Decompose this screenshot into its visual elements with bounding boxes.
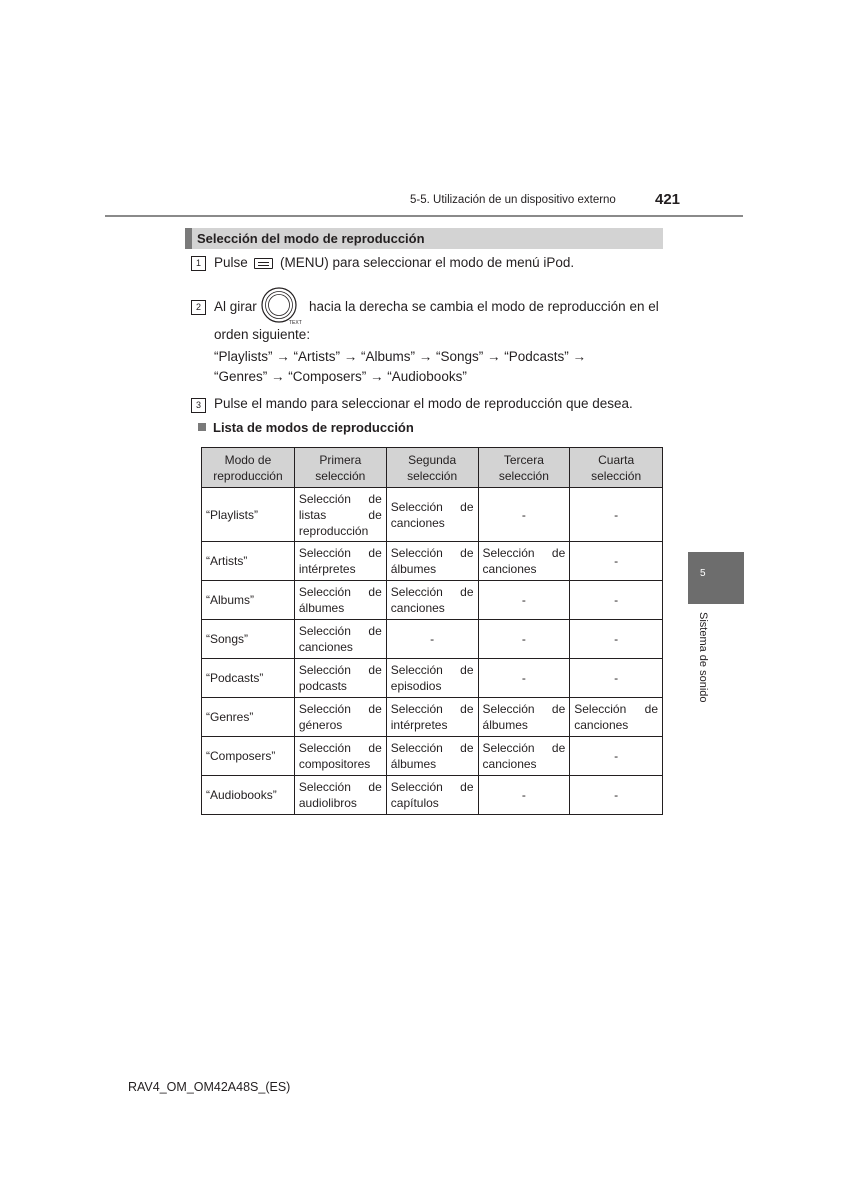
table-cell: “Songs” xyxy=(202,620,295,659)
table-cell: Selección de géneros xyxy=(294,698,386,737)
table-cell: Selección de álbumes xyxy=(294,581,386,620)
table-row xyxy=(202,542,663,581)
table-cell: Selección de canciones xyxy=(294,620,386,659)
section-title: Selección del modo de reproducción xyxy=(197,231,425,246)
header-rule xyxy=(105,215,743,217)
table-cell: “Composers” xyxy=(202,737,295,776)
table-cell: Selección de intérpretes xyxy=(386,698,478,737)
table-cell: Selección de episodios xyxy=(386,659,478,698)
table-cell: Selección de compositores xyxy=(294,737,386,776)
step-2-text-before: Al girar xyxy=(214,299,257,314)
table-cell: - xyxy=(570,581,663,620)
table-cell: - xyxy=(386,620,478,659)
table-cell: - xyxy=(478,581,570,620)
table-cell: - xyxy=(570,659,663,698)
table-cell: Selección de canciones xyxy=(570,698,663,737)
section-title-bar xyxy=(185,228,663,249)
chapter-tab-number: 5 xyxy=(700,568,706,579)
table-cell: Selección de canciones xyxy=(386,488,478,542)
chapter-tab-label: Sistema de sonido xyxy=(697,612,709,703)
table-row xyxy=(202,581,663,620)
tune-knob-icon xyxy=(259,287,303,327)
page-number: 421 xyxy=(655,191,681,208)
table-row xyxy=(202,488,663,542)
table-header-cell: Modo de reproducción xyxy=(202,448,295,488)
chapter-tab[interactable] xyxy=(688,552,744,604)
step-2-text-line2: orden siguiente: xyxy=(214,327,311,342)
table-cell: - xyxy=(478,776,570,815)
table-cell: “Playlists” xyxy=(202,488,295,542)
table-cell: “Artists” xyxy=(202,542,295,581)
table-cell: - xyxy=(570,776,663,815)
table-cell: “Albums” xyxy=(202,581,295,620)
table-header-cell: Cuarta selección xyxy=(570,448,663,488)
table-cell: Selección de álbumes xyxy=(386,542,478,581)
table-cell: Selección de álbumes xyxy=(478,698,570,737)
subheading-marker xyxy=(198,423,206,431)
step-2-text-after: hacia la derecha se cambia el modo de reproducción en el xyxy=(309,299,659,314)
table-header-cell: Segunda selección xyxy=(386,448,478,488)
step-2-order-line2: “Genres” → “Composers” → “Audiobooks” xyxy=(214,369,467,384)
step-3-text: Pulse el mando para seleccionar el modo de reproducción que desea. xyxy=(214,396,633,411)
table-cell: “Podcasts” xyxy=(202,659,295,698)
footer-doc-code: RAV4_OM_OM42A48S_(ES) xyxy=(128,1080,291,1094)
header-section-title: 5-5. Utilización de un dispositivo externo xyxy=(410,194,616,206)
table-header-row xyxy=(202,448,663,488)
table-cell: Selección de canciones xyxy=(478,542,570,581)
table-cell: - xyxy=(478,659,570,698)
table-row xyxy=(202,659,663,698)
table-row xyxy=(202,698,663,737)
table-header-cell: Primera selección xyxy=(294,448,386,488)
table-cell: - xyxy=(570,737,663,776)
step-1-number: 1 xyxy=(191,256,206,271)
step-2-order-line1: “Playlists” → “Artists” → “Albums” → “Songs” → “Podcasts” → xyxy=(214,349,587,364)
table-cell: Selección de canciones xyxy=(478,737,570,776)
step-1-text-after: (MENU) para seleccionar el modo de menú iPod. xyxy=(280,255,575,270)
subheading xyxy=(198,420,414,435)
table-cell: Selección de intérpretes xyxy=(294,542,386,581)
step-3-number: 3 xyxy=(191,398,206,413)
table-cell: “Genres” xyxy=(202,698,295,737)
table-cell: Selección de audiolibros xyxy=(294,776,386,815)
table-row xyxy=(202,737,663,776)
table-row xyxy=(202,776,663,815)
table-cell: Selección de listas de reproducción xyxy=(294,488,386,542)
table-cell: - xyxy=(478,620,570,659)
table-cell: Selección de álbumes xyxy=(386,737,478,776)
table-cell: Selección de podcasts xyxy=(294,659,386,698)
table-cell: “Audiobooks” xyxy=(202,776,295,815)
table-body xyxy=(202,488,663,815)
step-2-number: 2 xyxy=(191,300,206,315)
table-cell: - xyxy=(570,542,663,581)
table-cell: - xyxy=(478,488,570,542)
table-header-cell: Tercera selección xyxy=(478,448,570,488)
menu-button-icon xyxy=(254,258,273,269)
table-cell: Selección de canciones xyxy=(386,581,478,620)
step-1-text-before: Pulse xyxy=(214,255,248,270)
knob-label: TEXT xyxy=(289,320,302,326)
table-cell: - xyxy=(570,488,663,542)
playback-modes-table xyxy=(201,447,663,815)
subheading-text: Lista de modos de reproducción xyxy=(213,420,414,435)
table-row xyxy=(202,620,663,659)
table-cell: Selección de capítulos xyxy=(386,776,478,815)
table-cell: - xyxy=(570,620,663,659)
